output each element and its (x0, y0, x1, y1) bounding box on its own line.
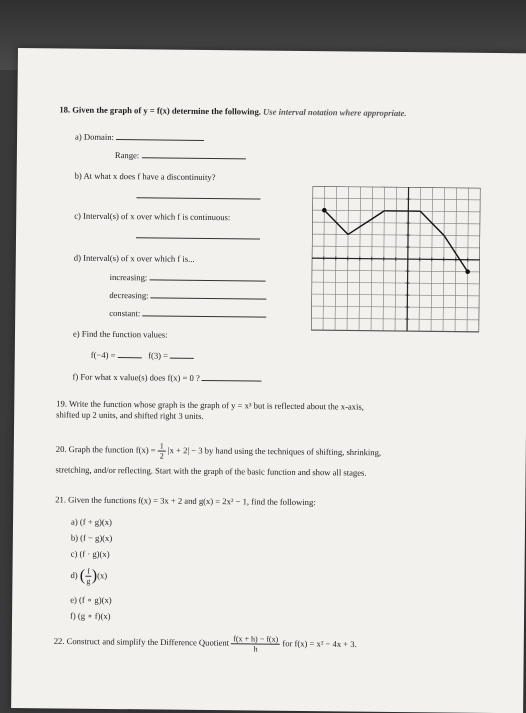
q21f: f) (g ∘ f)(x) (70, 611, 111, 621)
f-3-label: f(3) = (148, 350, 168, 360)
q22-pre: 22. Construct and simplify the Difference Quotient (54, 636, 229, 648)
q21a: a) (f + g)(x) (71, 517, 112, 527)
function-graph (311, 186, 481, 338)
fraction-numerator: 1 (158, 441, 166, 451)
one-half-fraction (158, 441, 166, 460)
difference-quotient-numerator: f(x + h) − f(x) (231, 634, 280, 645)
q21d-tail: (x) (97, 570, 107, 580)
q21d (70, 567, 107, 586)
f-neg4-label: f(−4) = (91, 350, 116, 360)
range-answer-line (141, 149, 245, 159)
constant-label: constant: (109, 308, 140, 318)
q18a (75, 131, 204, 143)
q18d-constant (109, 307, 266, 320)
f-neg4-answer-line (118, 349, 142, 358)
q22-post: for f(x) = x² − 4x + 3. (282, 638, 357, 649)
difference-quotient-denominator: h (231, 644, 280, 654)
discontinuity-answer-line (136, 189, 260, 199)
q18d-decreasing (109, 289, 266, 302)
q21c: c) (f · g)(x) (71, 549, 110, 559)
range-label: Range: (115, 150, 139, 160)
decreasing-answer-line (151, 289, 267, 299)
q20-pre: 20. Graph the function f(x) = (56, 444, 156, 455)
domain-answer-line (116, 131, 204, 141)
q18-prompt-text: 18. Given the graph of y = f(x) determine the following. (59, 104, 261, 116)
q18a-label: a) Domain: (75, 132, 114, 142)
q18c-label: c) Interval(s) of x over which f is continuous: (74, 211, 230, 223)
q18f (73, 371, 263, 384)
q21-prompt: 21. Given the functions f(x) = 3x + 2 and g(x) = 2x² − 1, find the following: (55, 494, 315, 507)
q18c-line (136, 229, 260, 241)
left-paren: ( (80, 567, 86, 584)
f-over-g-numerator: f (85, 567, 92, 577)
q18b-line (136, 189, 260, 201)
q18e-values (91, 349, 195, 361)
q21b: b) (f − g)(x) (71, 533, 112, 543)
q20-line1 (56, 440, 381, 462)
increasing-label: increasing: (110, 272, 148, 282)
f-over-g-denominator: g (85, 577, 92, 586)
q19-line1: 19. Write the function whose graph is the graph of y = x³ but is reflected about the x-axis, (56, 398, 364, 411)
q21e: e) (f ∘ g)(x) (70, 595, 112, 605)
zeros-answer-line (202, 372, 262, 382)
continuous-answer-line (136, 229, 260, 239)
increasing-answer-line (149, 271, 265, 281)
q18b-label: b) At what x does f have a discontinuity? (75, 171, 216, 182)
q20-line2: stretching, and/or reflecting. Start with the graph of the basic function and show all stages. (56, 464, 367, 477)
q19-line2: shifted up 2 units, and shifted right 3 units. (56, 409, 204, 421)
fraction-denominator: 2 (158, 451, 166, 460)
q18f-label: f) For what x value(s) does f(x) = 0 ? (73, 372, 200, 383)
right-paren: ) (92, 567, 98, 584)
constant-answer-line (142, 307, 266, 317)
q20-post: |x + 2| − 3 by hand using the techniques of shifting, shrinking, (168, 445, 381, 457)
worksheet-page (11, 48, 526, 713)
q18a-range (115, 149, 246, 161)
q18d-increasing (110, 271, 266, 284)
q18d-label: d) Interval(s) of x over which f is... (74, 253, 195, 264)
f-3-answer-line (170, 350, 194, 359)
endpoint-dot (322, 208, 326, 212)
difference-quotient-fraction (231, 634, 280, 654)
q18e-label: e) Find the function values: (73, 329, 168, 340)
decreasing-label: decreasing: (109, 290, 148, 300)
q18-prompt (59, 104, 406, 118)
endpoint-dot (466, 270, 470, 274)
q21d-label: d) (70, 570, 77, 580)
q22 (54, 632, 357, 654)
q18-note: Use interval notation where appropriate. (263, 107, 407, 119)
